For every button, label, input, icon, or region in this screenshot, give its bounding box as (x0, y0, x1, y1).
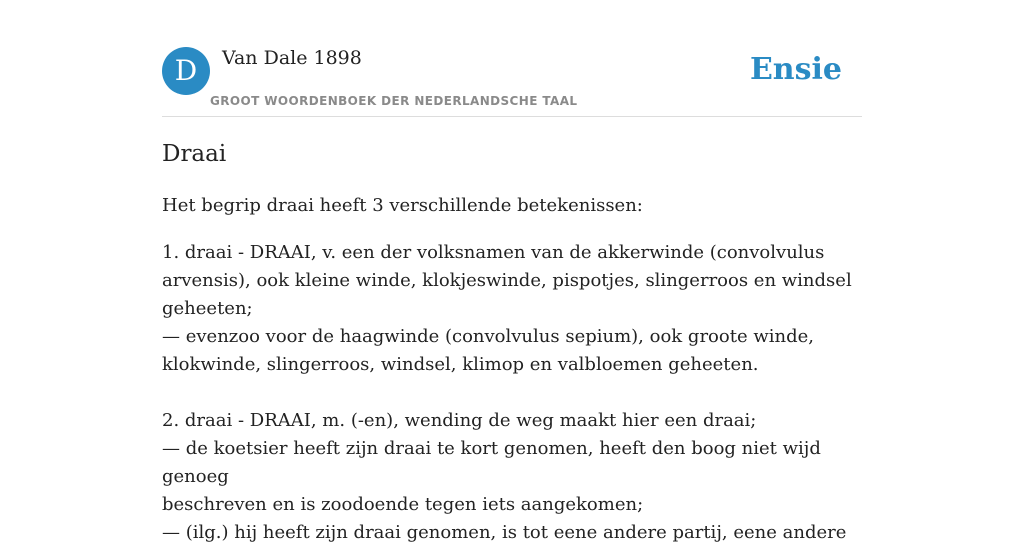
definition-line: 2. draai - DRAAI, m. (-en), wending de weg maakt hier een draai; (162, 410, 757, 431)
definition-line: — evenzoo voor de haagwinde (convolvulus sepium), ook groote winde, (162, 326, 814, 347)
ensie-logo-link[interactable]: Ensie (749, 52, 842, 87)
source-logo[interactable]: D (162, 47, 210, 95)
definition-line: 1. draai - DRAAI, v. een der volksnamen van de akkerwinde (convolvulus (162, 242, 825, 263)
intro-text: Het begrip draai heeft 3 verschillende betekenissen: (162, 195, 643, 216)
source-subtitle: GROOT WOORDENBOEK DER NEDERLANDSCHE TAAL (210, 94, 578, 108)
page-title: Draai (162, 141, 227, 167)
definition-line: geheeten; (162, 298, 253, 319)
definition-line: arvensis), ook kleine winde, klokjeswinde, pispotjes, slingerroos en windsel (162, 270, 852, 291)
definition-line: beschreven en is zoodoende tegen iets aangekomen; (162, 494, 644, 515)
definition-line: — (ilg.) hij heeft zijn draai genomen, is tot eene andere partij, eene andere (162, 522, 847, 543)
header (162, 46, 862, 117)
definitions (162, 239, 862, 547)
definition-line: — de koetsier heeft zijn draai te kort genomen, heeft den boog niet wijd genoeg (162, 438, 821, 487)
definition-line: klokwinde, slingerroos, windsel, klimop en valbloemen geheeten. (162, 354, 759, 375)
source-title[interactable]: Van Dale 1898 (222, 47, 362, 69)
definition-spacer (162, 379, 862, 407)
